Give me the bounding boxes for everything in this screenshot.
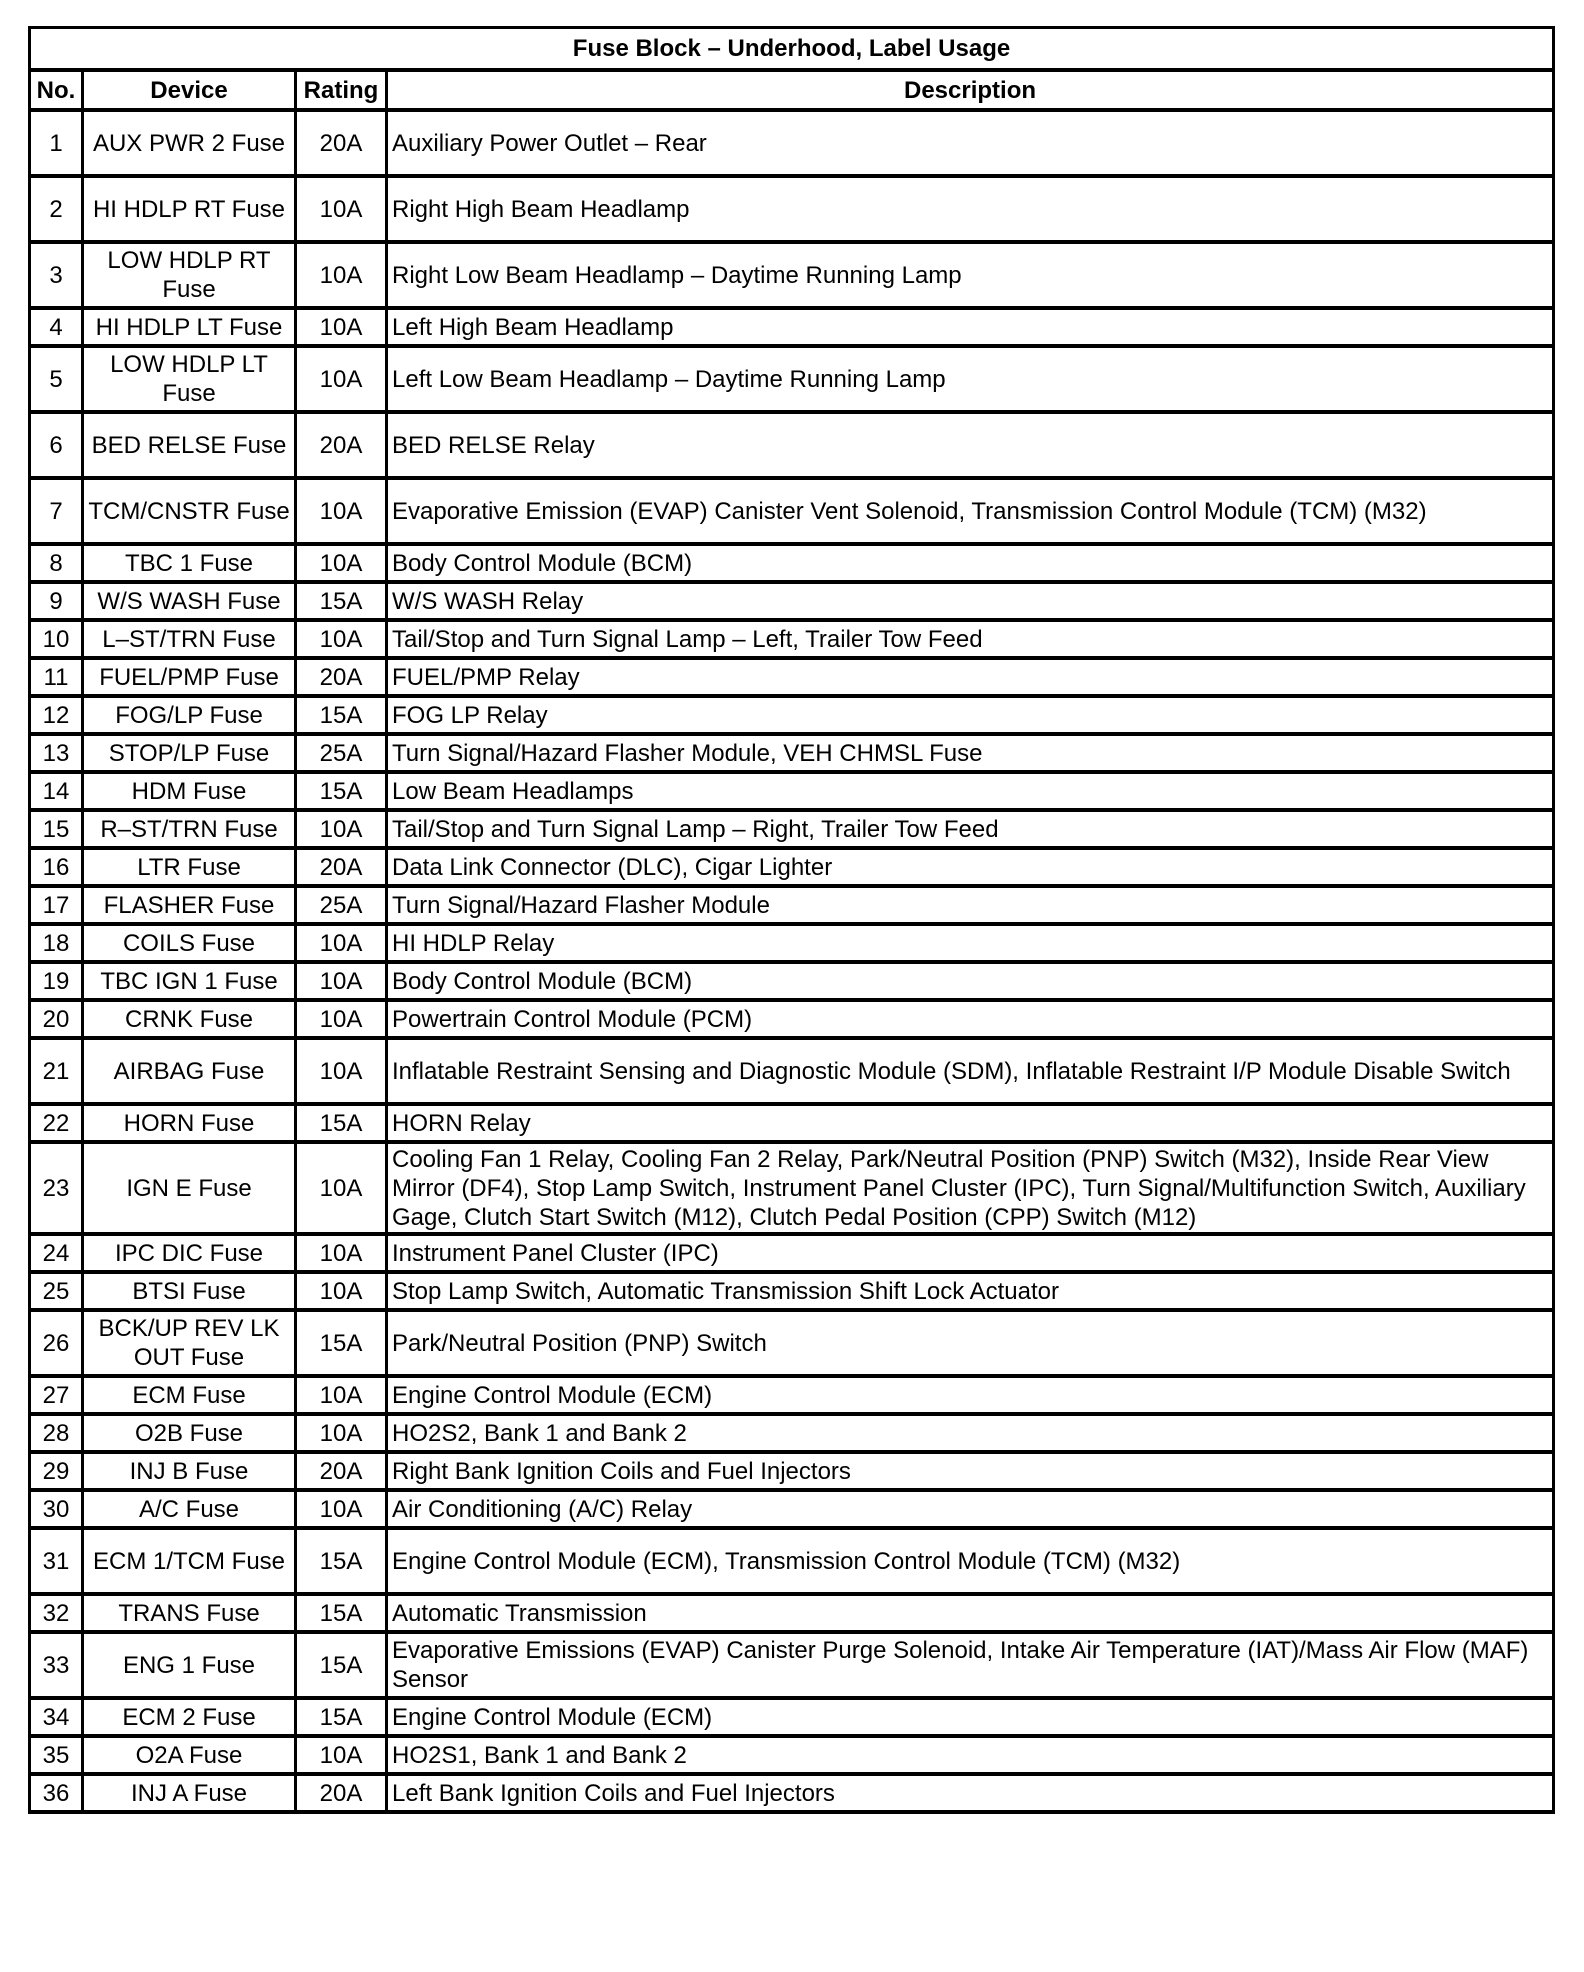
fuse-device: FUEL/PMP Fuse: [83, 658, 296, 696]
table-row: [30, 658, 1554, 696]
fuse-description: HO2S2, Bank 1 and Bank 2: [387, 1414, 1554, 1452]
fuse-device: TRANS Fuse: [83, 1594, 296, 1632]
fuse-device: TBC IGN 1 Fuse: [83, 962, 296, 1000]
fuse-device: LOW HDLP LT Fuse: [83, 346, 296, 412]
fuse-number: 13: [30, 734, 83, 772]
fuse-rating: 10A: [296, 1000, 387, 1038]
fuse-description: Turn Signal/Hazard Flasher Module, VEH CHMSL Fuse: [387, 734, 1554, 772]
fuse-device: A/C Fuse: [83, 1490, 296, 1528]
table-row: [30, 1234, 1554, 1272]
table-row: [30, 848, 1554, 886]
fuse-rating: 10A: [296, 478, 387, 544]
fuse-description: Low Beam Headlamps: [387, 772, 1554, 810]
fuse-rating: 15A: [296, 582, 387, 620]
fuse-rating: 10A: [296, 1414, 387, 1452]
fuse-number: 11: [30, 658, 83, 696]
fuse-rating: 15A: [296, 772, 387, 810]
table-row: [30, 308, 1554, 346]
fuse-description: Tail/Stop and Turn Signal Lamp – Right, Trailer Tow Feed: [387, 810, 1554, 848]
fuse-rating: 10A: [296, 1490, 387, 1528]
fuse-description: HO2S1, Bank 1 and Bank 2: [387, 1736, 1554, 1774]
fuse-description: Instrument Panel Cluster (IPC): [387, 1234, 1554, 1272]
fuse-device: HORN Fuse: [83, 1104, 296, 1142]
fuse-device: AIRBAG Fuse: [83, 1038, 296, 1104]
fuse-number: 7: [30, 478, 83, 544]
fuse-rating: 15A: [296, 1310, 387, 1376]
fuse-number: 6: [30, 412, 83, 478]
fuse-rating: 10A: [296, 176, 387, 242]
fuse-description: Stop Lamp Switch, Automatic Transmission Shift Lock Actuator: [387, 1272, 1554, 1310]
fuse-rating: 20A: [296, 1452, 387, 1490]
fuse-number: 18: [30, 924, 83, 962]
fuse-description: Data Link Connector (DLC), Cigar Lighter: [387, 848, 1554, 886]
fuse-description: Engine Control Module (ECM): [387, 1698, 1554, 1736]
fuse-rating: 20A: [296, 1774, 387, 1812]
fuse-device: LOW HDLP RT Fuse: [83, 242, 296, 308]
fuse-rating: 10A: [296, 346, 387, 412]
fuse-device: IGN E Fuse: [83, 1142, 296, 1234]
table-row: [30, 1000, 1554, 1038]
fuse-device: R–ST/TRN Fuse: [83, 810, 296, 848]
title-row: [30, 28, 1554, 71]
fuse-description: Left Low Beam Headlamp – Daytime Running Lamp: [387, 346, 1554, 412]
fuse-description: Right High Beam Headlamp: [387, 176, 1554, 242]
table-row: [30, 1774, 1554, 1812]
fuse-device: BED RELSE Fuse: [83, 412, 296, 478]
fuse-device: INJ B Fuse: [83, 1452, 296, 1490]
fuse-number: 8: [30, 544, 83, 582]
table-row: [30, 346, 1554, 412]
table-row: [30, 110, 1554, 176]
fuse-description: Engine Control Module (ECM): [387, 1376, 1554, 1414]
fuse-rating: 10A: [296, 810, 387, 848]
fuse-number: 30: [30, 1490, 83, 1528]
fuse-description: Body Control Module (BCM): [387, 962, 1554, 1000]
fuse-rating: 10A: [296, 1272, 387, 1310]
fuse-number: 22: [30, 1104, 83, 1142]
fuse-description: FUEL/PMP Relay: [387, 658, 1554, 696]
fuse-device: CRNK Fuse: [83, 1000, 296, 1038]
table-row: [30, 1528, 1554, 1594]
fuse-description: Engine Control Module (ECM), Transmission Control Module (TCM) (M32): [387, 1528, 1554, 1594]
table-row: [30, 1142, 1554, 1234]
fuse-number: 25: [30, 1272, 83, 1310]
fuse-device: O2A Fuse: [83, 1736, 296, 1774]
header-row: [30, 70, 1554, 110]
header-description: Description: [387, 70, 1554, 110]
fuse-number: 26: [30, 1310, 83, 1376]
fuse-rating: 10A: [296, 1038, 387, 1104]
fuse-rating: 10A: [296, 962, 387, 1000]
fuse-number: 29: [30, 1452, 83, 1490]
fuse-device: L–ST/TRN Fuse: [83, 620, 296, 658]
table-row: [30, 412, 1554, 478]
fuse-rating: 15A: [296, 1104, 387, 1142]
fuse-rating: 10A: [296, 620, 387, 658]
header-device: Device: [83, 70, 296, 110]
table-row: [30, 582, 1554, 620]
fuse-number: 36: [30, 1774, 83, 1812]
fuse-rating: 10A: [296, 924, 387, 962]
fuse-device: ECM 1/TCM Fuse: [83, 1528, 296, 1594]
fuse-rating: 20A: [296, 412, 387, 478]
table-row: [30, 1698, 1554, 1736]
fuse-number: 28: [30, 1414, 83, 1452]
table-row: [30, 1632, 1554, 1698]
fuse-description: Evaporative Emission (EVAP) Canister Vent Solenoid, Transmission Control Module (TCM) (M32): [387, 478, 1554, 544]
fuse-description: Powertrain Control Module (PCM): [387, 1000, 1554, 1038]
fuse-description: Evaporative Emissions (EVAP) Canister Purge Solenoid, Intake Air Temperature (IAT)/Mass Air Flow (MAF) Sensor: [387, 1632, 1554, 1698]
fuse-device: HDM Fuse: [83, 772, 296, 810]
table-row: [30, 1414, 1554, 1452]
table-row: [30, 1104, 1554, 1142]
fuse-number: 19: [30, 962, 83, 1000]
table-row: [30, 1038, 1554, 1104]
fuse-rating: 25A: [296, 734, 387, 772]
table-row: [30, 176, 1554, 242]
fuse-number: 12: [30, 696, 83, 734]
fuse-number: 21: [30, 1038, 83, 1104]
table-row: [30, 1490, 1554, 1528]
fuse-number: 32: [30, 1594, 83, 1632]
fuse-description: Air Conditioning (A/C) Relay: [387, 1490, 1554, 1528]
fuse-number: 20: [30, 1000, 83, 1038]
table-row: [30, 772, 1554, 810]
fuse-description: FOG LP Relay: [387, 696, 1554, 734]
fuse-rating: 15A: [296, 1698, 387, 1736]
fuse-number: 10: [30, 620, 83, 658]
fuse-rating: 20A: [296, 848, 387, 886]
fuse-description: HORN Relay: [387, 1104, 1554, 1142]
fuse-number: 33: [30, 1632, 83, 1698]
fuse-device: FLASHER Fuse: [83, 886, 296, 924]
fuse-description: Right Low Beam Headlamp – Daytime Running Lamp: [387, 242, 1554, 308]
fuse-rating: 15A: [296, 1528, 387, 1594]
fuse-rating: 15A: [296, 1594, 387, 1632]
fuse-rating: 25A: [296, 886, 387, 924]
fuse-number: 4: [30, 308, 83, 346]
fuse-description: Left High Beam Headlamp: [387, 308, 1554, 346]
fuse-device: BCK/UP REV LK OUT Fuse: [83, 1310, 296, 1376]
fuse-description: Automatic Transmission: [387, 1594, 1554, 1632]
fuse-number: 31: [30, 1528, 83, 1594]
fuse-number: 2: [30, 176, 83, 242]
fuse-number: 34: [30, 1698, 83, 1736]
table-row: [30, 962, 1554, 1000]
table-row: [30, 1310, 1554, 1376]
fuse-device: STOP/LP Fuse: [83, 734, 296, 772]
fuse-rating: 10A: [296, 1234, 387, 1272]
fuse-description: Body Control Module (BCM): [387, 544, 1554, 582]
fuse-description: BED RELSE Relay: [387, 412, 1554, 478]
fuse-rating: 10A: [296, 544, 387, 582]
fuse-device: TBC 1 Fuse: [83, 544, 296, 582]
fuse-number: 3: [30, 242, 83, 308]
fuse-description: W/S WASH Relay: [387, 582, 1554, 620]
table-row: [30, 734, 1554, 772]
fuse-description: Auxiliary Power Outlet – Rear: [387, 110, 1554, 176]
fuse-description: Tail/Stop and Turn Signal Lamp – Left, Trailer Tow Feed: [387, 620, 1554, 658]
fuse-device: HI HDLP LT Fuse: [83, 308, 296, 346]
header-rating: Rating: [296, 70, 387, 110]
fuse-number: 17: [30, 886, 83, 924]
table-body: [30, 110, 1554, 1812]
fuse-number: 9: [30, 582, 83, 620]
table-row: [30, 478, 1554, 544]
fuse-number: 23: [30, 1142, 83, 1234]
fuse-device: ECM 2 Fuse: [83, 1698, 296, 1736]
fuse-device: INJ A Fuse: [83, 1774, 296, 1812]
fuse-device: IPC DIC Fuse: [83, 1234, 296, 1272]
table-row: [30, 1594, 1554, 1632]
fuse-device: LTR Fuse: [83, 848, 296, 886]
table-row: [30, 1272, 1554, 1310]
fuse-description: Right Bank Ignition Coils and Fuel Injectors: [387, 1452, 1554, 1490]
table-row: [30, 696, 1554, 734]
fuse-rating: 10A: [296, 308, 387, 346]
fuse-rating: 20A: [296, 658, 387, 696]
fuse-number: 5: [30, 346, 83, 412]
fuse-device: AUX PWR 2 Fuse: [83, 110, 296, 176]
fuse-device: COILS Fuse: [83, 924, 296, 962]
fuse-rating: 15A: [296, 1632, 387, 1698]
fuse-rating: 10A: [296, 242, 387, 308]
fuse-description: Left Bank Ignition Coils and Fuel Injectors: [387, 1774, 1554, 1812]
fuse-device: HI HDLP RT Fuse: [83, 176, 296, 242]
table-row: [30, 620, 1554, 658]
fuse-rating: 20A: [296, 110, 387, 176]
fuse-description: Turn Signal/Hazard Flasher Module: [387, 886, 1554, 924]
fuse-number: 24: [30, 1234, 83, 1272]
fuse-table: [28, 26, 1555, 1814]
table-row: [30, 924, 1554, 962]
fuse-device: FOG/LP Fuse: [83, 696, 296, 734]
fuse-device: O2B Fuse: [83, 1414, 296, 1452]
fuse-rating: 10A: [296, 1736, 387, 1774]
fuse-number: 15: [30, 810, 83, 848]
table-title: Fuse Block – Underhood, Label Usage: [30, 28, 1554, 71]
table-row: [30, 1452, 1554, 1490]
fuse-number: 1: [30, 110, 83, 176]
fuse-number: 14: [30, 772, 83, 810]
fuse-rating: 10A: [296, 1142, 387, 1234]
fuse-number: 35: [30, 1736, 83, 1774]
fuse-number: 16: [30, 848, 83, 886]
fuse-description: Cooling Fan 1 Relay, Cooling Fan 2 Relay, Park/Neutral Position (PNP) Switch (M32), Inside Rear View Mirror (DF4), Stop Lamp Switch, Instrument Panel Cluster (IPC), Turn Signal/Multifunction Switch, Auxiliary Gage, Clutch Start Switch (M12), Clutch Pedal Position (CPP) Switch (M12): [387, 1142, 1554, 1234]
table-row: [30, 544, 1554, 582]
fuse-device: BTSI Fuse: [83, 1272, 296, 1310]
header-no: No.: [30, 70, 83, 110]
fuse-number: 27: [30, 1376, 83, 1414]
fuse-rating: 15A: [296, 696, 387, 734]
fuse-device: ECM Fuse: [83, 1376, 296, 1414]
fuse-device: TCM/CNSTR Fuse: [83, 478, 296, 544]
fuse-description: Inflatable Restraint Sensing and Diagnostic Module (SDM), Inflatable Restraint I/P Module Disable Switch: [387, 1038, 1554, 1104]
table-row: [30, 886, 1554, 924]
fuse-device: W/S WASH Fuse: [83, 582, 296, 620]
table-row: [30, 1376, 1554, 1414]
fuse-description: Park/Neutral Position (PNP) Switch: [387, 1310, 1554, 1376]
table-row: [30, 242, 1554, 308]
fuse-rating: 10A: [296, 1376, 387, 1414]
table-row: [30, 1736, 1554, 1774]
fuse-description: HI HDLP Relay: [387, 924, 1554, 962]
fuse-device: ENG 1 Fuse: [83, 1632, 296, 1698]
table-row: [30, 810, 1554, 848]
